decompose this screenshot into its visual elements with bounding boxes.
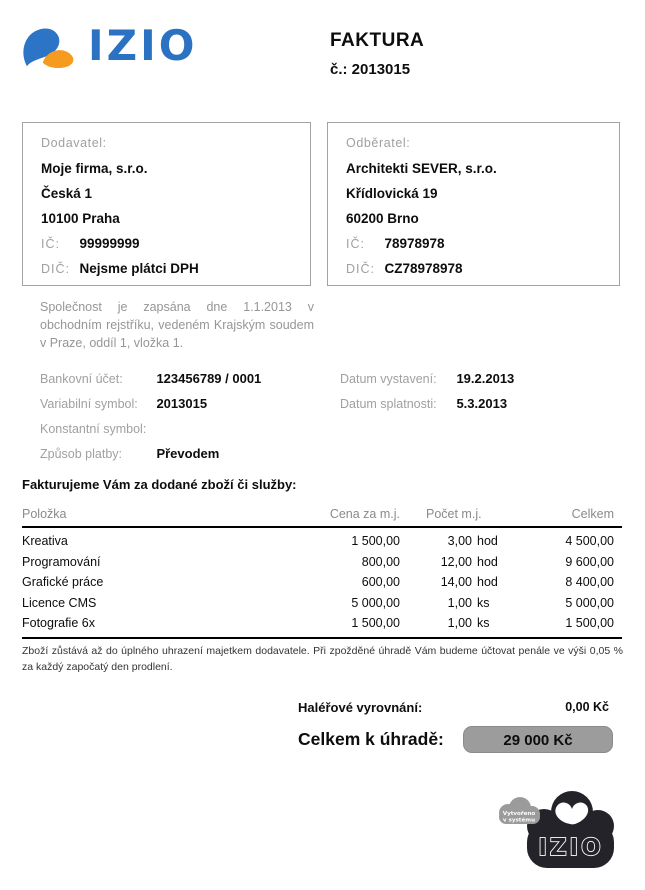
item-total: 4 500,00 bbox=[565, 534, 614, 549]
payment-value: 2013015 bbox=[156, 396, 208, 411]
item-row bbox=[22, 593, 622, 614]
table-header-item: Položka bbox=[22, 507, 67, 521]
total-amount-pill: 29 000 Kč bbox=[463, 726, 613, 753]
item-unit-price: 1 500,00 bbox=[351, 616, 400, 631]
payment-label: Způsob platby: bbox=[40, 447, 122, 461]
item-unit-price: 800,00 bbox=[361, 554, 400, 569]
dates-block bbox=[340, 366, 620, 416]
item-quantity: 3,00 hod bbox=[447, 534, 498, 549]
registration-note: Společnost je zapsána dne 1.1.2013 v obchodním rejstříku, vedeném Krajským soudem v Praze, oddíl 1, vložka 1. bbox=[40, 300, 314, 350]
items-intro: Fakturujeme Vám za dodané zboží či služby: bbox=[22, 477, 297, 492]
date-value: 19.2.2013 bbox=[456, 371, 515, 386]
item-name: Licence CMS bbox=[22, 595, 97, 610]
supplier-box bbox=[22, 122, 311, 286]
rounding-label: Haléřové vyrovnání: bbox=[298, 700, 423, 715]
table-header-row bbox=[22, 502, 622, 528]
footer-badge-line1: Vytvořeno bbox=[502, 811, 536, 817]
item-quantity: 1,00 ks bbox=[447, 595, 490, 610]
payment-label: Bankovní účet: bbox=[40, 372, 123, 386]
customer-dic-value: CZ78978978 bbox=[384, 261, 463, 276]
footer-cloud-logo bbox=[490, 788, 622, 876]
item-name: Grafické práce bbox=[22, 575, 104, 590]
invoice-title-block bbox=[330, 30, 424, 78]
customer-box bbox=[327, 122, 620, 286]
footer-wordmark: IZIO bbox=[538, 835, 604, 861]
footer-badge-line2: v systému bbox=[502, 817, 536, 824]
supplier-street: Česká 1 bbox=[41, 186, 93, 201]
table-header-quantity: Počet m.j. bbox=[426, 507, 482, 521]
supplier-ic-value: 99999999 bbox=[79, 236, 140, 251]
supplier-ic-label: IČ: bbox=[41, 237, 60, 251]
payment-row bbox=[40, 416, 325, 441]
customer-city: 60200 Brno bbox=[346, 211, 419, 226]
payment-row bbox=[40, 441, 325, 466]
payment-value: Převodem bbox=[156, 446, 220, 461]
supplier-dic-label: DIČ: bbox=[41, 262, 70, 276]
item-name: Programování bbox=[22, 554, 101, 569]
supplier-dic-row bbox=[41, 256, 310, 281]
payment-details bbox=[40, 366, 325, 466]
payment-label: Konstantní symbol: bbox=[40, 422, 147, 436]
rounding-value: 0,00 Kč bbox=[565, 700, 609, 714]
invoice-title: FAKTURA bbox=[330, 30, 425, 51]
date-value: 5.3.2013 bbox=[456, 396, 508, 411]
item-unit-price: 1 500,00 bbox=[351, 534, 400, 549]
item-unit-price: 5 000,00 bbox=[351, 595, 400, 610]
item-row bbox=[22, 572, 622, 593]
item-quantity: 1,00 ks bbox=[447, 616, 490, 631]
customer-ic-label: IČ: bbox=[346, 237, 365, 251]
items-table bbox=[22, 502, 622, 639]
customer-ic-value: 78978978 bbox=[384, 236, 445, 251]
item-quantity: 12,00 hod bbox=[440, 554, 498, 569]
customer-name: Architekti SEVER, s.r.o. bbox=[346, 161, 497, 176]
rounding-row bbox=[298, 700, 609, 715]
date-row bbox=[340, 391, 620, 416]
total-due-label: Celkem k úhradě: bbox=[298, 729, 444, 749]
logo-wordmark: IZIO bbox=[88, 21, 198, 70]
supplier-ic-row bbox=[41, 231, 310, 256]
terms-note: Zboží zůstává až do úplného uhrazení majetkem dodavatele. Při zpožděné úhradě Vám budeme účtovat penále ve výši 0,05 % za každý započatý den prodlení. bbox=[22, 645, 623, 674]
payment-row bbox=[40, 366, 325, 391]
footer-badge bbox=[499, 797, 540, 824]
item-total: 8 400,00 bbox=[565, 575, 614, 590]
customer-street: Křídlovická 19 bbox=[346, 186, 438, 201]
customer-label: Odběratel: bbox=[346, 136, 411, 150]
supplier-name: Moje firma, s.r.o. bbox=[41, 161, 148, 176]
date-label: Datum splatnosti: bbox=[340, 397, 437, 411]
table-header-unit-price: Cena za m.j. bbox=[329, 507, 400, 521]
payment-label: Variabilní symbol: bbox=[40, 397, 138, 411]
customer-dic-label: DIČ: bbox=[346, 262, 375, 276]
supplier-label: Dodavatel: bbox=[41, 136, 107, 150]
item-row bbox=[22, 552, 622, 573]
payment-row bbox=[40, 391, 325, 416]
table-body bbox=[22, 528, 622, 639]
invoice-number: č.: 2013015 bbox=[330, 61, 411, 78]
item-row bbox=[22, 531, 622, 552]
item-total: 1 500,00 bbox=[565, 616, 614, 631]
item-quantity: 14,00 hod bbox=[440, 575, 498, 590]
payment-value: 123456789 / 0001 bbox=[156, 371, 262, 386]
item-row bbox=[22, 613, 622, 634]
logo-swoosh-icon bbox=[20, 22, 78, 70]
date-label: Datum vystavení: bbox=[340, 372, 437, 386]
header-logo bbox=[20, 22, 197, 70]
supplier-dic-value: Nejsme plátci DPH bbox=[79, 261, 199, 276]
customer-dic-row bbox=[346, 256, 619, 281]
supplier-city: 10100 Praha bbox=[41, 211, 120, 226]
item-total: 9 600,00 bbox=[565, 554, 614, 569]
item-unit-price: 600,00 bbox=[361, 575, 400, 590]
table-header-total: Celkem bbox=[571, 507, 614, 521]
item-name: Kreativa bbox=[22, 534, 68, 549]
customer-ic-row bbox=[346, 231, 619, 256]
item-name: Fotografie 6x bbox=[22, 616, 95, 631]
date-row bbox=[340, 366, 620, 391]
item-total: 5 000,00 bbox=[565, 595, 614, 610]
